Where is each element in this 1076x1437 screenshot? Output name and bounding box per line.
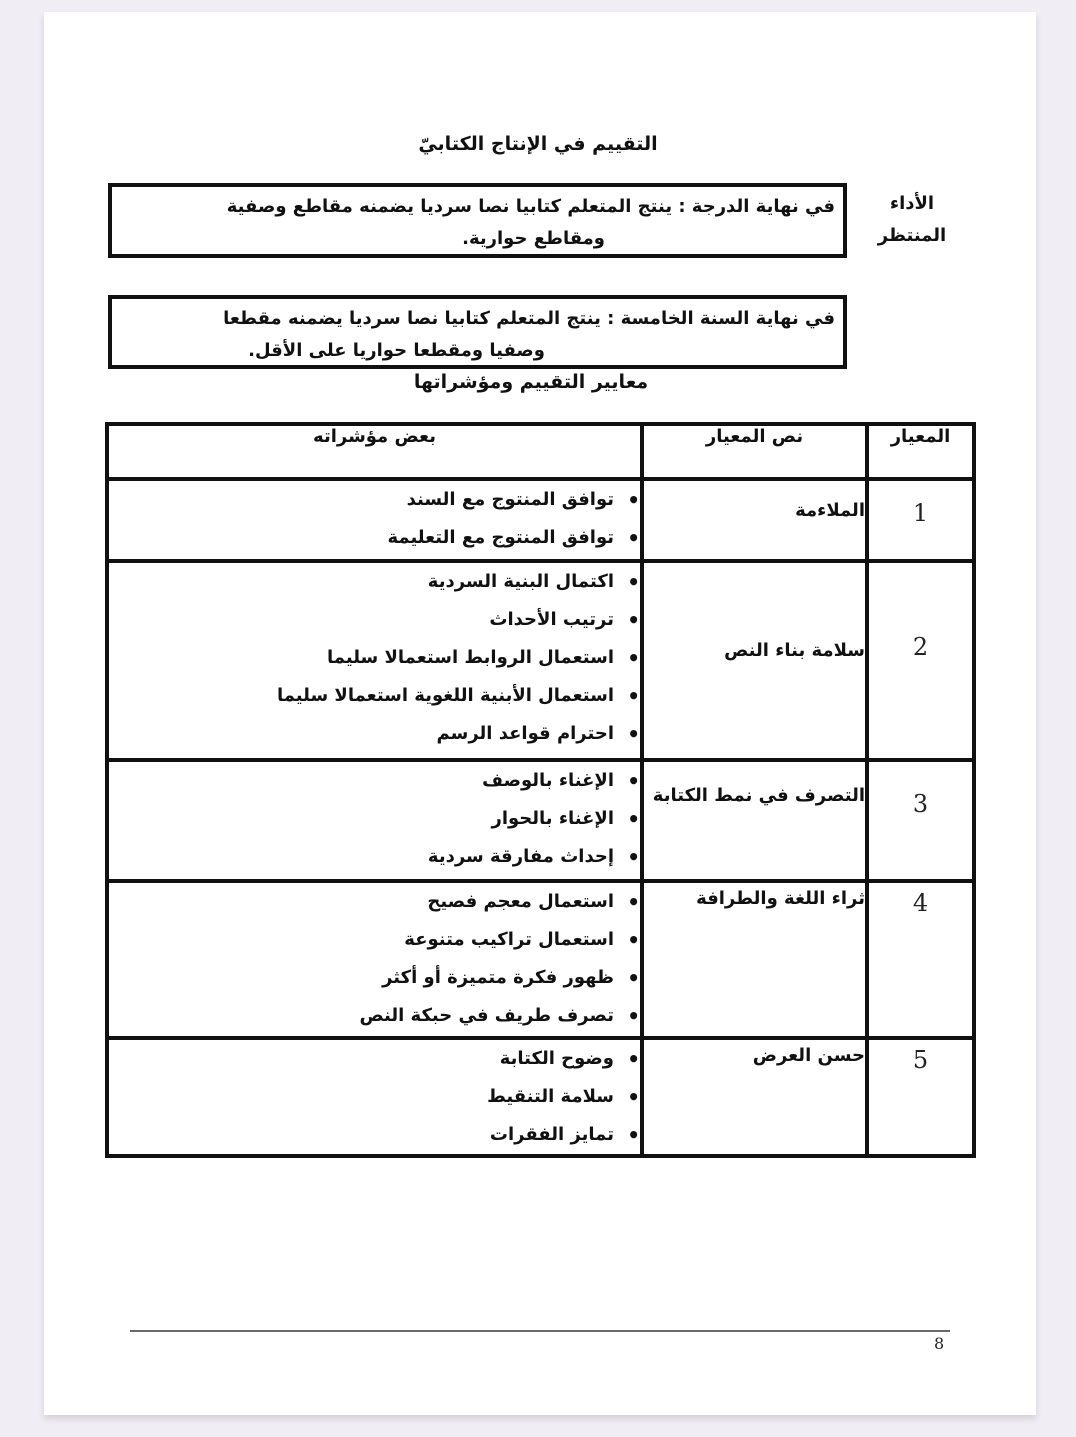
expected-performance-label (872, 188, 952, 252)
year-goal-line2: وصفيا ومقطعا حواريا على الأقل. (248, 340, 545, 361)
criterion-text: التصرف في نمط الكتابة (642, 760, 867, 881)
indicator-item: • تصرف طريف في حبكة النص (109, 997, 640, 1035)
indicator-item: • ترتيب الأحداث (109, 601, 640, 639)
criteria-subtitle: معايير التقييم ومؤشراتها (413, 371, 649, 393)
table-header-row (107, 424, 974, 479)
table-row (107, 881, 974, 1038)
indicator-list (109, 481, 640, 557)
criteria-table (105, 422, 976, 1158)
indicator-item: • توافق المنتوج مع التعليمة (109, 519, 640, 557)
indicator-item: • توافق المنتوج مع السند (109, 481, 640, 519)
indicator-item: • اكتمال البنية السردية (109, 563, 640, 601)
indicator-list (109, 883, 640, 1035)
indicator-item: • إحداث مفارقة سردية (109, 838, 640, 876)
stage-goal-box (108, 183, 847, 258)
indicator-item: • استعمال تراكيب متنوعة (109, 921, 640, 959)
expected-performance-label-line1: الأداء (889, 193, 935, 214)
header-number: المعيار (867, 424, 974, 479)
year-goal-line1: في نهاية السنة الخامسة : ينتج المتعلم كتابيا نصا سرديا يضمنه مقطعا (223, 308, 835, 329)
stage-goal-line2: ومقاطع حوارية. (462, 228, 605, 249)
indicator-item: • استعمال معجم فصيح (109, 883, 640, 921)
criterion-text: ثراء اللغة والطرافة (642, 881, 867, 1038)
table-row (107, 561, 974, 760)
table-row (107, 1038, 974, 1156)
stage-goal-line1: في نهاية الدرجة : ينتج المتعلم كتابيا نصا سرديا يضمنه مقاطع وصفية (226, 196, 835, 217)
criterion-text: حسن العرض (642, 1038, 867, 1156)
criterion-indicators (107, 881, 642, 1038)
page-number: 8 (934, 1334, 945, 1353)
indicator-list (109, 762, 640, 876)
table-row (107, 760, 974, 881)
footer-divider (130, 1330, 950, 1332)
criterion-number: 2 (867, 561, 974, 760)
criterion-number: 1 (867, 479, 974, 561)
criterion-text: سلامة بناء النص (642, 561, 867, 760)
indicator-item: • تمايز الفقرات (109, 1116, 640, 1154)
indicator-item: • الإغناء بالوصف (109, 762, 640, 800)
criterion-number: 5 (867, 1038, 974, 1156)
criterion-number: 3 (867, 760, 974, 881)
header-criterion-text: نص المعيار (642, 424, 867, 479)
expected-performance-label-line2: المنتظر (877, 225, 947, 246)
criterion-number: 4 (867, 881, 974, 1038)
indicator-item: • ظهور فكرة متميزة أو أكثر (109, 959, 640, 997)
criterion-indicators (107, 760, 642, 881)
indicator-item: • احترام قواعد الرسم (109, 715, 640, 753)
indicator-item: • الإغناء بالحوار (109, 800, 640, 838)
header-indicators: بعض مؤشراته (107, 424, 642, 479)
criterion-indicators (107, 561, 642, 760)
indicator-list (109, 563, 640, 753)
criterion-indicators (107, 479, 642, 561)
year-goal-box (108, 295, 847, 369)
criterion-indicators (107, 1038, 642, 1156)
indicator-item: • سلامة التنقيط (109, 1078, 640, 1116)
indicator-item: • وضوح الكتابة (109, 1040, 640, 1078)
indicator-list (109, 1040, 640, 1154)
table-row (107, 479, 974, 561)
page-title: التقييم في الإنتاج الكتابيّ (418, 133, 658, 155)
indicator-item: • استعمال الأبنية اللغوية استعمالا سليما (109, 677, 640, 715)
indicator-item: • استعمال الروابط استعمالا سليما (109, 639, 640, 677)
criterion-text: الملاءمة (642, 479, 867, 561)
